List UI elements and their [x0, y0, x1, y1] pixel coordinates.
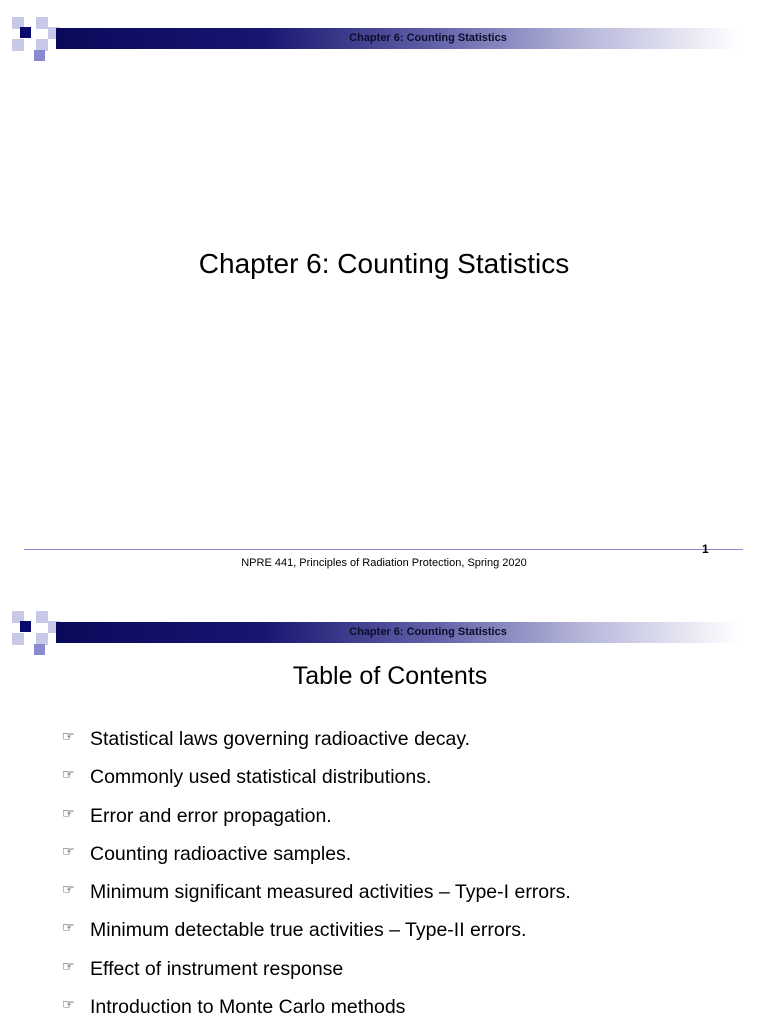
toc-title: Table of Contents [292, 662, 488, 690]
pointing-hand-icon: ☞ [62, 882, 75, 899]
footer-divider [24, 549, 743, 550]
header-title: Chapter 6: Counting Statistics [349, 32, 507, 44]
header-title: Chapter 6: Counting Statistics [349, 626, 507, 638]
slide-footer: NPRE 441, Principles of Radiation Protection, Spring 2020 [241, 557, 527, 569]
slide-header [0, 0, 768, 70]
pointing-hand-icon: ☞ [62, 920, 75, 937]
pointing-hand-icon: ☞ [62, 767, 75, 784]
slide-header [0, 594, 768, 664]
pointing-hand-icon: ☞ [62, 843, 75, 860]
slide-2: Chapter 6: Counting Statistics Table of Contents ☞ Statistical laws governing radioactive decay. ☞ Commonly used statistical distributions. ☞ Error and error propagation. ☞ Counting radioactive samples. ☞ Minimum significant measured activities – Type-I errors. ☞ Minimum detectable true activities – Type-II errors. ☞ Effect of instrument response ☞ Introduction to Monte Carlo methods [0, 594, 768, 1024]
pointing-hand-icon: ☞ [62, 805, 75, 822]
slide-title: Chapter 6: Counting Statistics [198, 248, 570, 279]
page-number: 1 [702, 542, 709, 556]
pointing-hand-icon: ☞ [62, 958, 75, 975]
pointing-hand-icon: ☞ [62, 997, 75, 1014]
pointing-hand-icon: ☞ [62, 729, 75, 745]
